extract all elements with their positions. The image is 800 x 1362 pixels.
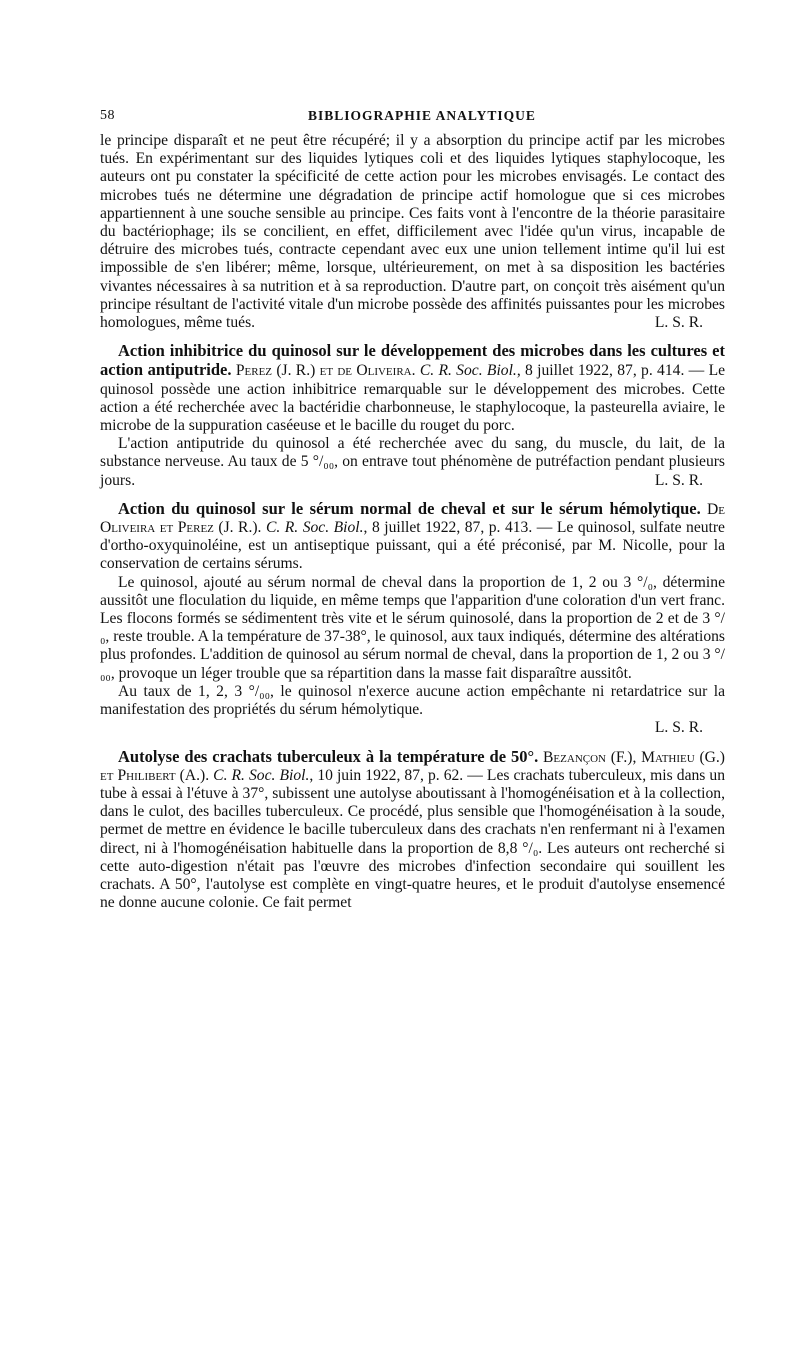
article1-paragraph2 bbox=[100, 435, 725, 490]
article1-title: Action inhibitrice du quinosol sur le développement des microbes dans les cultures et action antiputride. bbox=[100, 341, 725, 380]
article2-journal: C. R. Soc. Biol. bbox=[265, 519, 364, 537]
article1-heading bbox=[100, 342, 725, 435]
article2-heading bbox=[100, 500, 725, 574]
running-title: BIBLIOGRAPHIE ANALYTIQUE bbox=[308, 108, 536, 123]
article2-body1: Le quinosol, sulfate neutre d'ortho-oxyquinoléine, est un antiseptique puissant, qui a été préconisé, par M. Nicolle, pour la conservation de certains sérums. bbox=[100, 519, 725, 573]
article2-body3: Au taux de 1, 2, 3 °/₀₀, le quinosol n'exerce aucune action empêchante ni retardatrice sur la manifestation des propriétés du sérum hémolytique. bbox=[100, 682, 725, 719]
article2-paragraph2 bbox=[100, 574, 725, 683]
article1-signature: L. S. R. bbox=[654, 471, 703, 489]
document-page bbox=[100, 108, 725, 912]
article3-body1: Les crachats tuberculeux, mis dans un tube à essai à l'étuve à 37°, subissent une autolyse aboutissant à l'homogénéisation et à la collection, dans le culot, des bacilles tuberculeux. Ce procédé, plus sensible que l'homogénéisation à la soude, permet de mettre en évidence le bacille tuberculeux dans des crachats n'en renfermant ni à l'examen direct, ni à l'homogénéisation habituelle dans la proportion de 8,8 °/₀. Les auteurs ont recherché si cette auto-digestion n'était pas l'œuvre des microbes d'infection secondaire qui souillent les crachats. A 50°, l'autolyse est complète en vingt-quatre heures, et le produit d'autolyse ensemencé ne donne aucune colonie. Ce fait permet bbox=[100, 766, 725, 912]
article1-authors: Perez (J. R.) et de Oliveira. bbox=[235, 362, 416, 380]
intro-text: le principe disparaît et ne peut être récupéré; il y a absorption du principe actif par les microbes tués. En expérimentant sur des liquides lytiques coli et des liquides lytiques staphylocoque, les auteurs ont pu constater la spécificité de cette action pour les microbes envisagés. Le contact des microbes tués ne détermine une dégradation de principe actif homologue que si ces microbes appartiennent à une souche sensible au principe. Ces faits vont à l'encontre de la théorie parasitaire du bactériophage; ils se concilient, en effet, difficilement avec l'idée qu'un virus, incapable de détruire des microbes tués, contracte cependant avec eux une union tellement intime qu'il lui est impossible de s'en libérer; même, lorsque, ultérieurement, on met à sa disposition les bactéries vivantes nécessaires à sa nutrition et à sa reproduction. D'autre part, on conçoit très aisément qu'un principe résultant de l'activité vitale d'un microbe possède des affinités puissantes pour les microbes homologues, même tués. bbox=[100, 132, 725, 332]
article3-ref: , 10 juin 1922, 87, p. 62. — bbox=[309, 766, 487, 784]
article2-signature: L. S. R. bbox=[654, 719, 703, 737]
page-header bbox=[100, 108, 725, 128]
article3-journal: C. R. Soc. Biol. bbox=[213, 766, 310, 784]
article2-body2: Le quinosol, ajouté au sérum normal de cheval dans la proportion de 1, 2 ou 3 °/₀, détermine aussitôt une floculation du liquide, en même temps que l'apparition d'une coloration d'un vert franc. Les flocons formés se sédimentent très vite et le sérum quinosolé, dans la proportion de 2 et de 3 °/₀, reste trouble. A la température de 37-38°, le quinosol, aux taux indiqués, détermine des altérations plus profondes. L'addition de quinosol au sérum normal de cheval, dans la proportion de 1, 2 ou 3 °/₀₀, provoque un léger trouble que sa répartition dans la masse fait disparaître aussitôt. bbox=[100, 573, 725, 682]
article3-authors: Bezançon (F.), Mathieu (G.) et Philibert (A.). bbox=[100, 748, 725, 784]
article1-journal: C. R. Soc. Biol. bbox=[419, 362, 517, 380]
article2-authors: De Oliveira et Perez (J. R.). bbox=[100, 500, 725, 537]
page-number: 58 bbox=[100, 108, 115, 123]
article1-ref: , 8 juillet 1922, 87, p. 414. — bbox=[516, 362, 709, 380]
article2-ref: , 8 juillet 1922, 87, p. 413. — bbox=[363, 519, 557, 537]
article1-body2: L'action antiputride du quinosol a été recherchée avec du sang, du muscle, du lait, de la substance nerveuse. Au taux de 5 °/₀₀, on entrave tout phénomène de putréfaction pendant plusieurs jours. bbox=[100, 435, 725, 489]
article2-paragraph3 bbox=[100, 683, 725, 719]
intro-signature: L. S. R. bbox=[654, 314, 703, 332]
article3-title: Autolyse des crachats tuberculeux à la température de 50°. bbox=[118, 746, 539, 766]
article1-body1: Le quinosol possède une action inhibitrice remarquable sur le développement des microbes. Cette action a été recherchée avec la bactéridie charbonneuse, le staphylocoque, la pasteurella aviaire, le microbe de la suppuration caséeuse et le bacille du rouget du porc. bbox=[100, 362, 726, 435]
article2-title: Action du quinosol sur le sérum normal de cheval et sur le sérum hémolytique. bbox=[118, 498, 701, 518]
intro-paragraph bbox=[100, 132, 725, 332]
article3-heading bbox=[100, 748, 725, 913]
